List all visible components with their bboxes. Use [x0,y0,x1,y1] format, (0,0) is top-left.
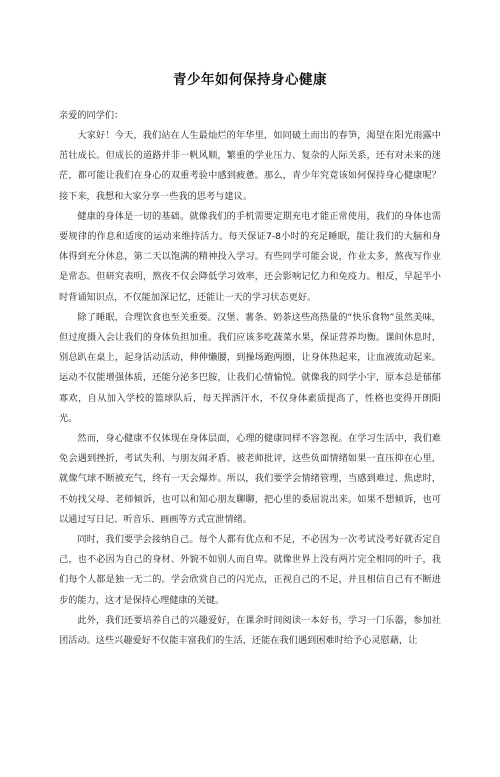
paragraph-intro: 大家好！今天，我们站在人生最灿烂的年华里，如同破土而出的春笋，渴望在阳光雨露中茁壮成长。但成长的道路并非一帆风顺，繁重的学业压力、复杂的人际关系，还有对未来的迷茫，都可能让我们在身心的双重考验中感到疲惫。那么，青少年究竟该如何保持身心健康呢？接下来，我想和大家分享一些我的思考与建议。 [59,130,441,202]
paragraph-physical-health: 健康的身体是一切的基础。就像我们的手机需要定期充电才能正常使用，我们的身体也需要规律的作息和适度的运动来维持活力。每天保证7-8小时的充足睡眠，能让我们的大脑和身体得到充分休息，第二天以饱满的精神投入学习。有些同学可能会说，作业太多，熬夜写作业是常态。但研究表明，熬夜不仅会降低学习效率，还会影响记忆力和免疫力。相反，早起半小时背诵知识点，不仅能加深记忆，还能让一天的学习状态更好。 [59,210,441,303]
paragraph-diet-exercise: 除了睡眠，合理饮食也至关重要。汉堡、薯条、奶茶这些高热量的“快乐食物”虽然美味，但过度摄入会让我们的身体负担加重。我们应该多吃蔬菜水果，保证营养均衡。课间休息时，别总趴在桌上，起身活动活动，伸伸懒腰，到操场跑两圈，让身体热起来，让血液流动起来。运动不仅能增强体质，还能分泌多巴胺，让我们心情愉悦。就像我的同学小宇，原本总是郁郁寡欢，自从加入学校的篮球队后，每天挥洒汗水，不仅身体素质提高了，性格也变得开朗阳光。 [59,311,441,424]
greeting: 亲爱的同学们： [59,110,124,121]
paragraph-self-acceptance: 同时，我们要学会接纳自己。每个人都有优点和不足，不必因为一次考试没考好就否定自己，也不必因为自己的身材、外貌不如别人而自卑。就像世界上没有两片完全相同的叶子，我们每个人都是独一无二的。学会欣赏自己的闪光点，正视自己的不足，并且相信自己有不断进步的能力，这才是保持心理健康的关键。 [59,534,441,606]
document-page [0,70,500,777]
paragraph-mental-health: 然而，身心健康不仅体现在身体层面，心理的健康同样不容忽视。在学习生活中，我们难免会遇到挫折，考试失利、与朋友闹矛盾、被老师批评，这些负面情绪如果一直压抑在心里，就像气球不断被充气，终有一天会爆炸。所以，我们要学会情绪管理，当感到难过、焦虑时，不妨找父母、老师倾诉，也可以和知心朋友聊聊，把心里的委屈说出来。如果不想倾诉，也可以通过写日记、听音乐、画画等方式宣泄情绪。 [59,433,441,525]
paragraph-hobbies: 此外，我们还要培养自己的兴趣爱好，在课余时间阅读一本好书，学习一门乐器，参加社团活动。这些兴趣爱好不仅能丰富我们的生活，还能在我们遇到困难时给予心灵慰藉，让 [59,614,441,647]
page-title: 青少年如何保持身心健康 [173,72,327,88]
